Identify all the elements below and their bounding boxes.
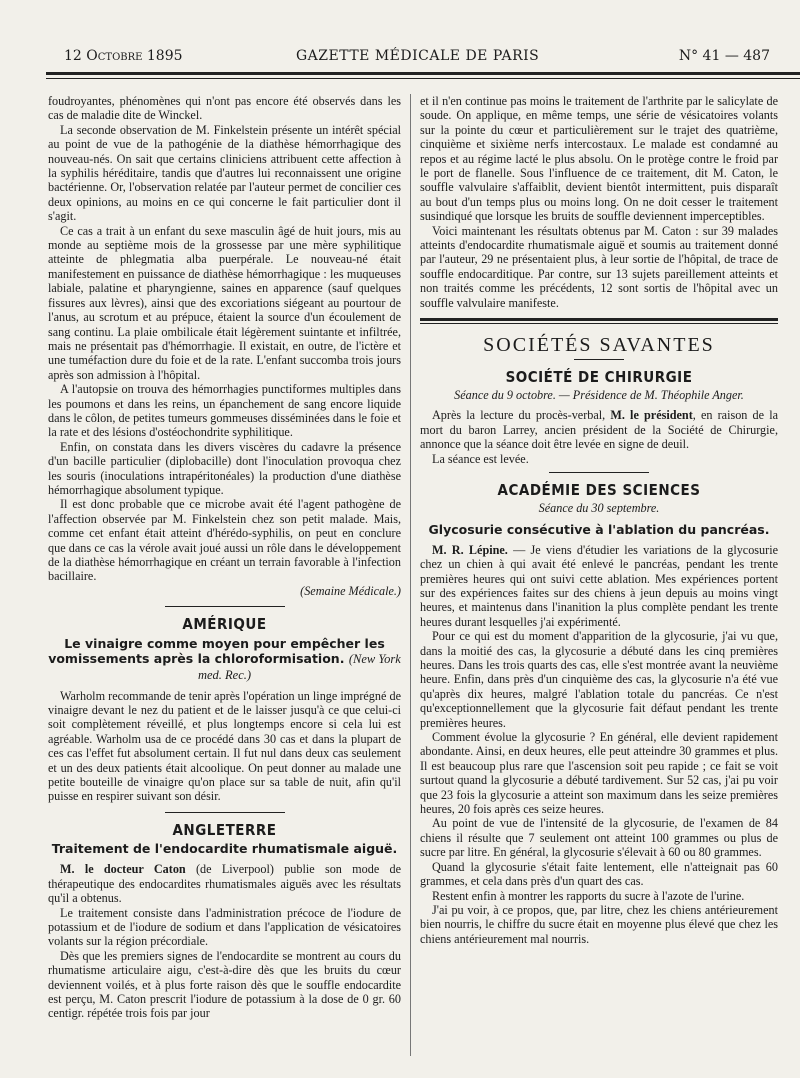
- paragraph: Restent enfin à montrer les rapports du sucre à l'azote de l'urine.: [432, 888, 745, 903]
- paragraph: foudroyantes, phénomènes qui n'ont pas encore été observés dans les cas de maladie dite de Winckel.: [48, 94, 401, 123]
- journal-title: GAZETTE MÉDICALE DE PARIS: [296, 48, 540, 64]
- paragraph: Pour ce qui est du moment d'apparition de la glycosurie, j'ai vu que, dans la moitié des cas, la glycosurie a débuté dans les cinq premières heures. Dans les trois quarts des cas, elle s'est montrée avant la neuvième heure. Enfin, dans près d'un cinquième des cas, la glycosurie n'a été vue qu'après dix heures, malgré l'ablation totale du pancréas. Ce n'est qu'exceptionnellement que la glycosurie fait défaut pendant les trente premières heures.: [420, 629, 778, 730]
- header-rule-thin: [46, 78, 800, 79]
- section-rule-heavy: [420, 318, 778, 321]
- paragraph: Warholm recommande de tenir après l'opération un linge imprégné de vinaigre devant le nez du patient et de le laisser jusqu'à ce que celui-ci soit complètement réveillé, et plus longtemps encore si cela lui est agréable. Warholm usa de ce procédé dans 30 cas et dans la plupart de ces cas l'effet fut absolument certain. Il fut nul dans deux cas seulement et un des deux patients était alcoolique. On peut donner au malade une petite bouteille de vinaigre qu'on place sur sa table de nuit, afin qu'il puisse en respirer suivant son désir.: [48, 688, 401, 804]
- article-title: Glycosurie consécutive à l'ablation du pancréas.: [428, 521, 770, 537]
- paragraph: Dès que les premiers signes de l'endocardite se montrent au cours du rhumatisme articulaire aigu, c'est-à-dire dès que les bruits du cœur deviennent voilés, et à plus forte raison dès que le souffle endocardite est perçu, M. Caton prescrit l'iodure de potassium à la dose de 0 gr. 60 centigr. répétée trois fois par jour: [48, 948, 401, 1021]
- section-title-amerique: AMÉRIQUE: [182, 615, 267, 634]
- section-rule-thin: [420, 323, 778, 324]
- paragraph: et il n'en continue pas moins le traitement de l'arthrite par le salicylate de soude. On applique, en même temps, une série de vésicatoires volants sur la pointe du cœur et particulièrement sur le trajet des quatrième, cinquième et sixième nerfs intercostaux. Le malade est condamné au repos et au régime lacté le plus absolu. On le protège contre le froid par le port de flanelle. Sous l'influence de ce traitement, dit M. Caton, le souffle valvulaire s'affaiblit, devient bientôt intermittent, puis disparaît au bout d'un temps plus ou moins long. On ne doit cesser le traitement susindiqué que lorsque les bruits de souffle deviennent imperceptibles.: [420, 94, 778, 224]
- section-rule: [165, 812, 285, 813]
- section-rule: [574, 359, 624, 360]
- source-citation: (New York med. Rec.): [197, 651, 401, 682]
- paragraph: Comment évolue la glycosurie ? En général, elle devient rapidement abondante. Ainsi, en deux heures, elle peut atteindre 30 grammes et plus. Il est beaucoup plus rare que l'ascension soit peu rapide ; ce fait se voit surtout quand la glycosurie a débuté tardivement. Sur 52 cas, j'ai pu voir que 23 fois la glycosurie a atteint son maximum dans les seize premières heures, 20 fois après ces seize heures.: [420, 730, 778, 817]
- paragraph: Après la lecture du procès-verbal, M. le président, en raison de la mort du baron Larrey, ancien président de la Société de Chirurgie, annonce que la séance doit être levée en signe de deuil.: [420, 408, 778, 452]
- right-column: [420, 94, 778, 946]
- section-title-societes: SOCIÉTÉS SAVANTES: [483, 334, 715, 357]
- seance-line: Séance du 9 octobre. — Présidence de M. Théophile Anger.: [454, 387, 744, 402]
- section-title-angleterre: ANGLETERRE: [172, 820, 277, 839]
- left-column: [48, 94, 401, 1021]
- section-title-chirurgie: SOCIÉTÉ DE CHIRURGIE: [505, 367, 693, 386]
- article-title: Traitement de l'endocardite rhumatismale aiguë.: [51, 841, 398, 857]
- speaker-name: M. le président: [610, 408, 693, 423]
- section-title-academie: ACADÉMIE DES SCIENCES: [497, 480, 701, 499]
- header-rule-thick: [46, 72, 800, 75]
- column-divider: [410, 94, 411, 1056]
- issue-date: 12 Octobre 1895: [64, 48, 183, 64]
- paragraph: Au point de vue de l'intensité de la glycosurie, de l'examen de 84 chiens il résulte que 7 seulement ont atteint 100 grammes ou plus de sucre par litre. En général, la glycosurie s'élevait à 60 ou 80 grammes.: [420, 816, 778, 860]
- speaker-name: M. R. Lépine.: [432, 542, 508, 557]
- page-number: N° 41 — 487: [678, 48, 770, 64]
- section-rule: [549, 472, 649, 473]
- paragraph: J'ai pu voir, à ce propos, que, par litre, chez les chiens antérieurement bien nourris, le chiffre du sucre était en moyenne plus élevé que chez les chiens antérieurement mal nourris.: [420, 902, 778, 946]
- paragraph: La seconde observation de M. Finkelstein présente un intérêt spécial au point de vue de la pathogénie de la diathèse hémorrhagique des nouveau-nés. On sait que certains cliniciens attribuent cette affection à la syphilis héréditaire, tandis que d'autres lui reconnaissent une origine bactérienne. Or, l'observation relatée par l'auteur permet de concilier ces deux opinions, au moins en ce qui concerne le fait particulier dont il s'agit.: [48, 122, 401, 224]
- author-name: M. le docteur Caton: [60, 862, 186, 877]
- paragraph: A l'autopsie on trouva des hémorrhagies punctiformes multiples dans les poumons et dans les reins, un épanchement de sang encore liquide dans le côlon, de petites tumeurs gommeuses disséminées dans le foie et la rate et des lésions d'ostéochondrite syphilitique.: [48, 382, 401, 440]
- paragraph: Enfin, on constata dans les divers viscères du cadavre la présence d'un bacille particulier (diplobacille) dont l'inoculation provoqua chez les souris (inoculations intrapéritonéales) la production d'une diathèse hémorrhagique absolument typique.: [48, 439, 401, 497]
- paragraph: Quand la glycosurie s'était faite lentement, elle n'atteignait pas 60 grammes, et cela dans près d'un quart des cas.: [420, 859, 778, 889]
- seance-line: Séance du 30 septembre.: [538, 501, 660, 516]
- source-citation: (Semaine Médicale.): [300, 583, 401, 598]
- paragraph: Il est donc probable que ce microbe avait été l'agent pathogène de l'affection observée par M. Finkelstein chez son petit malade. Mais, comme cet enfant était atteint d'hérédo-syphilis, on peut en conclure que dans ce cas la vérole avait joué aussi un rôle dans le développement de la diathèse hémorrhagique en créant un terrain favorable à l'infection bacillaire.: [48, 497, 401, 584]
- section-rule: [165, 606, 285, 607]
- paragraph: M. le docteur Caton (de Liverpool) publie son mode de thérapeutique des endocardites rhumatismales aiguës avec les résultats qu'il a obtenus.: [48, 862, 402, 906]
- article-title: Le vinaigre comme moyen pour empêcher les vomissements après la chloroformisation. (New York med. Rec.): [48, 635, 401, 682]
- paragraph: La séance est levée.: [432, 451, 529, 466]
- paragraph: Ce cas a trait à un enfant du sexe masculin âgé de huit jours, mis au monde au septième mois de la grossesse par une mère syphilitique atteinte de phlegmatia alba puerpérale. Le nouveau-né était manifestement en puissance de diathèse hémorrhagique : les muqueuses labiale, palatine et pharyngienne, saines en apparence (sauf quelques fissures aux lèvres), ainsi que des excoriations siégeant au pourtour de l'anus, au scrotum et au prépuce, étaient la source d'un écoulement de sang continu. La plaie ombilicale était légèrement suintante et infiltrée, mais ne présentait pas d'hémorrhagie. Il existait, en outre, de l'ictère et une tuméfaction dure du foie et de la rate. L'enfant succomba trois jours après son admission à l'hôpital.: [48, 223, 401, 382]
- page-header: [46, 48, 784, 66]
- paragraph: M. R. Lépine. — Je viens d'étudier les variations de la glycosurie chez un chien à qui avait été enlevé le pancréas, pendant les trente premières heures qui ont suivi cette ablation. Mes expériences portent sur des expériences faites sur des chiens à jeun depuis au moins vingt heures, et maintenus dans l'inanition la plus complète pendant les trente heures durant lesquelles j'ai expérimenté.: [420, 542, 778, 629]
- paragraph: Le traitement consiste dans l'administration précoce de l'iodure de potassium et de l'iodure de sodium et dans l'application de vésicatoires volants sur la région précordiale.: [48, 905, 401, 949]
- paragraph: Voici maintenant les résultats obtenus par M. Caton : sur 39 malades atteints d'endocardite rhumatismale aiguë et soumis au traitement donné par l'auteur, 29 ne présentaient plus, à leur sortie de l'hôpital, de trace de souffle endocarditique. Par contre, sur 13 sujets pareillement atteints et non traités comme les précédents, 12 sont sortis de l'hôpital avec un souffle valvulaire manifeste.: [420, 223, 778, 310]
